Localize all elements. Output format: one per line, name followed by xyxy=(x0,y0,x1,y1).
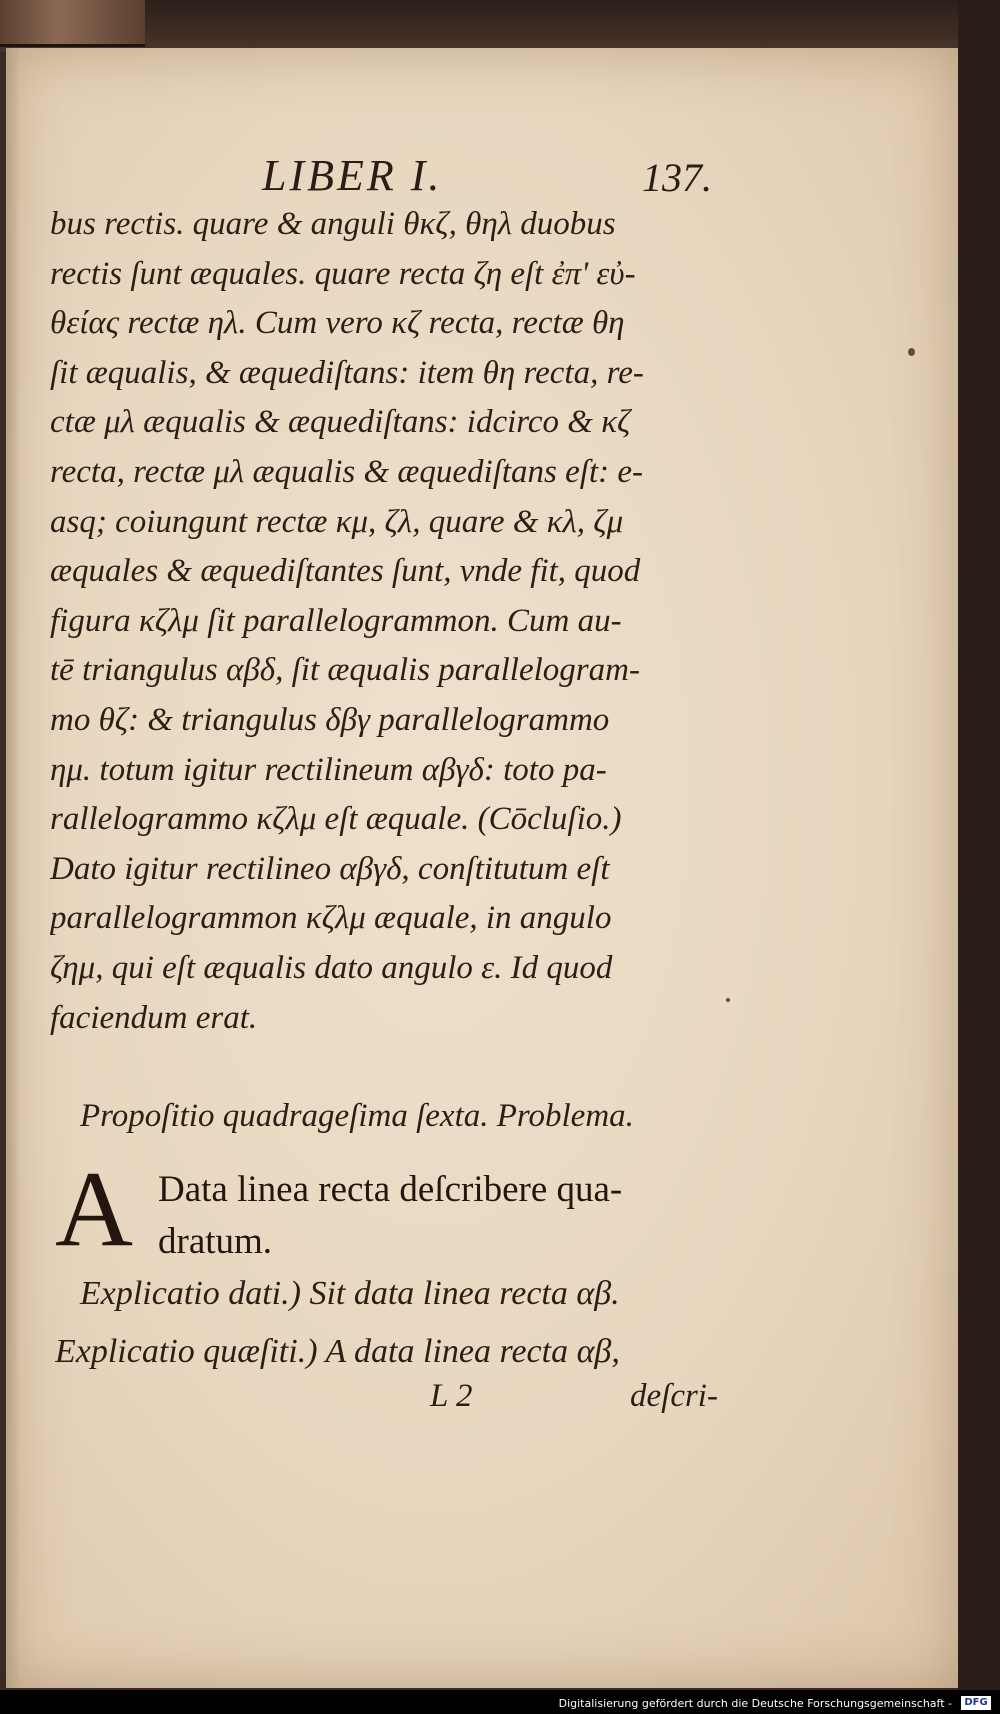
text-line: ζημ, qui eſt æqualis dato angulo ε. Id quod xyxy=(50,949,613,986)
text-line: tē triangulus αβδ, ſit æqualis parallelogram- xyxy=(50,652,640,689)
text-line: mo θζ: & triangulus δβγ parallelogrammo xyxy=(50,701,610,738)
text-line: asq; coiungunt rectæ κμ, ζλ, quare & κλ, ζμ xyxy=(50,503,624,540)
text-line: æquales & æquediſtantes ſunt, vnde fit, quod xyxy=(50,553,641,590)
proposition-statement xyxy=(55,1150,755,1270)
text-line: ημ. totum igitur rectilineum αβγδ: toto pa- xyxy=(50,751,607,788)
explanation-line: Explicatio dati.) Sit data linea recta αβ. xyxy=(80,1275,620,1312)
running-head-title: LIBER I. xyxy=(262,151,443,200)
proposition-line: Data linea recta deſcribere qua- xyxy=(158,1169,623,1210)
text-line: bus rectis. quare & anguli θκζ, θηλ duobus xyxy=(50,206,616,242)
page-number: 137. xyxy=(642,155,712,200)
text-line: ctæ μλ æqualis & æquediſtans: idcirco & κζ xyxy=(50,404,631,441)
body-text xyxy=(50,200,750,1043)
text-line: parallelogrammon κζλμ æquale, in angulo xyxy=(50,900,612,937)
text-line: rallelogrammo κζλμ eſt æquale. (Cōcluſio.) xyxy=(50,801,622,838)
text-line: faciendum erat. xyxy=(50,999,258,1036)
page-gutter-shadow xyxy=(6,48,20,1688)
funding-credit: Digitalisierung gefördert durch die Deutsche Forschungsgemeinschaft - xyxy=(558,1697,952,1710)
text-line: rectis ſunt æquales. quare recta ζη eſt ἐπ' εὐ- xyxy=(50,255,636,292)
signature-mark: L 2 xyxy=(430,1378,473,1414)
paper-spot xyxy=(908,348,915,356)
text-line: Dato igitur rectilineo αβγδ, conſtitutum eſt xyxy=(50,850,610,887)
drop-cap: A xyxy=(55,1150,133,1269)
text-line: figura κζλμ ſit parallelogrammon. Cum au- xyxy=(50,602,622,639)
dfg-logo: DFG xyxy=(961,1696,991,1710)
explanation-block xyxy=(55,1265,755,1381)
explanation-line: Explicatio quæſiti.) A data linea recta αβ, xyxy=(55,1333,620,1370)
catchword: deſcri- xyxy=(630,1378,718,1414)
proposition-heading: Propoſitio quadrageſima ſexta. Problema. xyxy=(80,1098,634,1134)
text-line: recta, rectæ μλ æqualis & æquediſtans eſt: e- xyxy=(50,453,644,490)
binding-ribbon xyxy=(0,0,145,47)
text-line: θείας rectæ ηλ. Cum vero κζ recta, rectæ θη xyxy=(50,305,625,342)
scan-top-border xyxy=(0,0,1000,52)
scan-right-border xyxy=(958,0,1000,1714)
text-line: ſit æqualis, & æquediſtans: item θη recta, re- xyxy=(50,354,644,391)
catchline xyxy=(430,1378,750,1428)
proposition-line: dratum. xyxy=(158,1221,273,1262)
